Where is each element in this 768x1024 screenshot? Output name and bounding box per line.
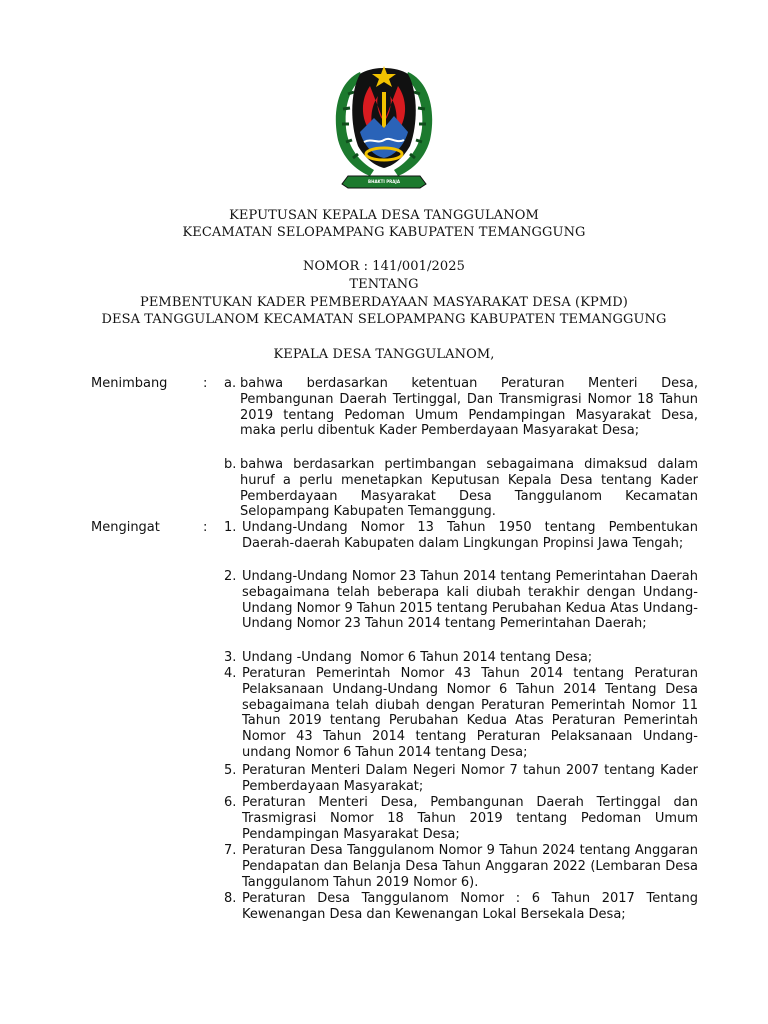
list-item: Peraturan Desa Tanggulanom Nomor 9 Tahun 2024 tentang Anggaran Pendapatan dan Belanja Desa Tahun Anggaran 2022 (Lembaran Desa Tanggulanom Tahun 2019 Nomor 6). (242, 843, 698, 890)
list-item: bahwa berdasarkan ketentuan Peraturan Menteri Desa, Pembangunan Daerah Tertinggal, Dan Transmigrasi Nomor 18 Tahun 2019 tentang Pedoman Umum Pendampingan Masyarakat Desa, maka perlu dibentuk Kader Pemberdayaan Masyarakat Desa; (240, 376, 698, 439)
list-item: bahwa berdasarkan pertimbangan sebagaimana dimaksud dalam huruf a perlu menetapkan Keputusan Kepala Desa tentang Kader Pemberdayaan Masyarakat Desa Tanggulanom Kecamatan Selopampang Kabupaten Temanggung. (240, 457, 698, 520)
list-item: Undang-Undang Nomor 23 Tahun 2014 tentang Pemerintahan Daerah sebagaimana telah beberapa kali diubah terakhir dengan Undang-Undang Nomor 9 Tahun 2015 tentang Perubahan Kedua Atas Undang-Undang Nomor 23 Tahun 2014 tentang Pemerintahan Daerah; (242, 569, 698, 632)
decree-number: NOMOR : 141/001/2025 (303, 259, 465, 274)
ribbon-text: BHAKTI PRAJA (368, 179, 400, 184)
list-item-marker: 6. (224, 795, 237, 810)
decree-title: KEPUTUSAN KEPALA DESA TANGGULANOM (229, 208, 539, 223)
mengingat-colon: : (203, 520, 208, 535)
list-item-marker: 4. (224, 666, 237, 681)
list-item: Undang-Undang Nomor 13 Tahun 1950 tentang Pembentukan Daerah-daerah Kabupaten dalam Lingkungan Propinsi Jawa Tengah; (242, 520, 698, 551)
decree-region: KECAMATAN SELOPAMPANG KABUPATEN TEMANGGUNG (182, 225, 586, 240)
list-item: Peraturan Menteri Dalam Negeri Nomor 7 tahun 2007 tentang Kader Pemberdayaan Masyarakat; (242, 763, 698, 794)
list-item-marker: a. (224, 376, 237, 391)
list-item-marker: 7. (224, 843, 237, 858)
mengingat-label: Mengingat (91, 520, 160, 535)
list-item: Peraturan Menteri Desa, Pembangunan Daerah Tertinggal dan Trasmigrasi Nomor 18 Tahun 2019 tentang Pedoman Umum Pendampingan Masyarakat Desa; (242, 795, 698, 842)
decree-subject-line1: PEMBENTUKAN KADER PEMBERDAYAAN MASYARAKAT DESA (KPMD) (140, 295, 628, 310)
list-item-marker: 8. (224, 891, 237, 906)
list-item-marker: 1. (224, 520, 237, 535)
list-item: Peraturan Pemerintah Nomor 43 Tahun 2014 tentang Peraturan Pelaksanaan Undang-Undang Nomor 6 Tahun 2014 Tentang Desa sebagaimana telah diubah dengan Peraturan Pemerintah Nomor 11 Tahun 2019 tentang Perubahan Kedua Atas Peraturan Pemerintah Nomor 43 Tahun 2014 tentang Peraturan Pelaksanaan Undang-undang Nomor 6 Tahun 2014 tentang Desa; (242, 666, 698, 760)
menimbang-colon: : (203, 376, 208, 391)
decree-subject-line2: DESA TANGGULANOM KECAMATAN SELOPAMPANG KABUPATEN TEMANGGUNG (101, 312, 667, 327)
about-label: TENTANG (349, 277, 419, 292)
list-item-marker: b. (224, 457, 237, 472)
official-title: KEPALA DESA TANGGULANOM, (273, 347, 495, 362)
list-item: Undang -Undang Nomor 6 Tahun 2014 tentang Desa; (242, 650, 593, 665)
list-item: Peraturan Desa Tanggulanom Nomor : 6 Tahun 2017 Tentang Kewenangan Desa dan Kewenangan Lokal Bersekala Desa; (242, 891, 698, 922)
list-item-marker: 5. (224, 763, 237, 778)
list-item-marker: 3. (224, 650, 237, 665)
list-item-marker: 2. (224, 569, 237, 584)
menimbang-label: Menimbang (91, 376, 168, 391)
coat-of-arms-logo (330, 52, 438, 192)
